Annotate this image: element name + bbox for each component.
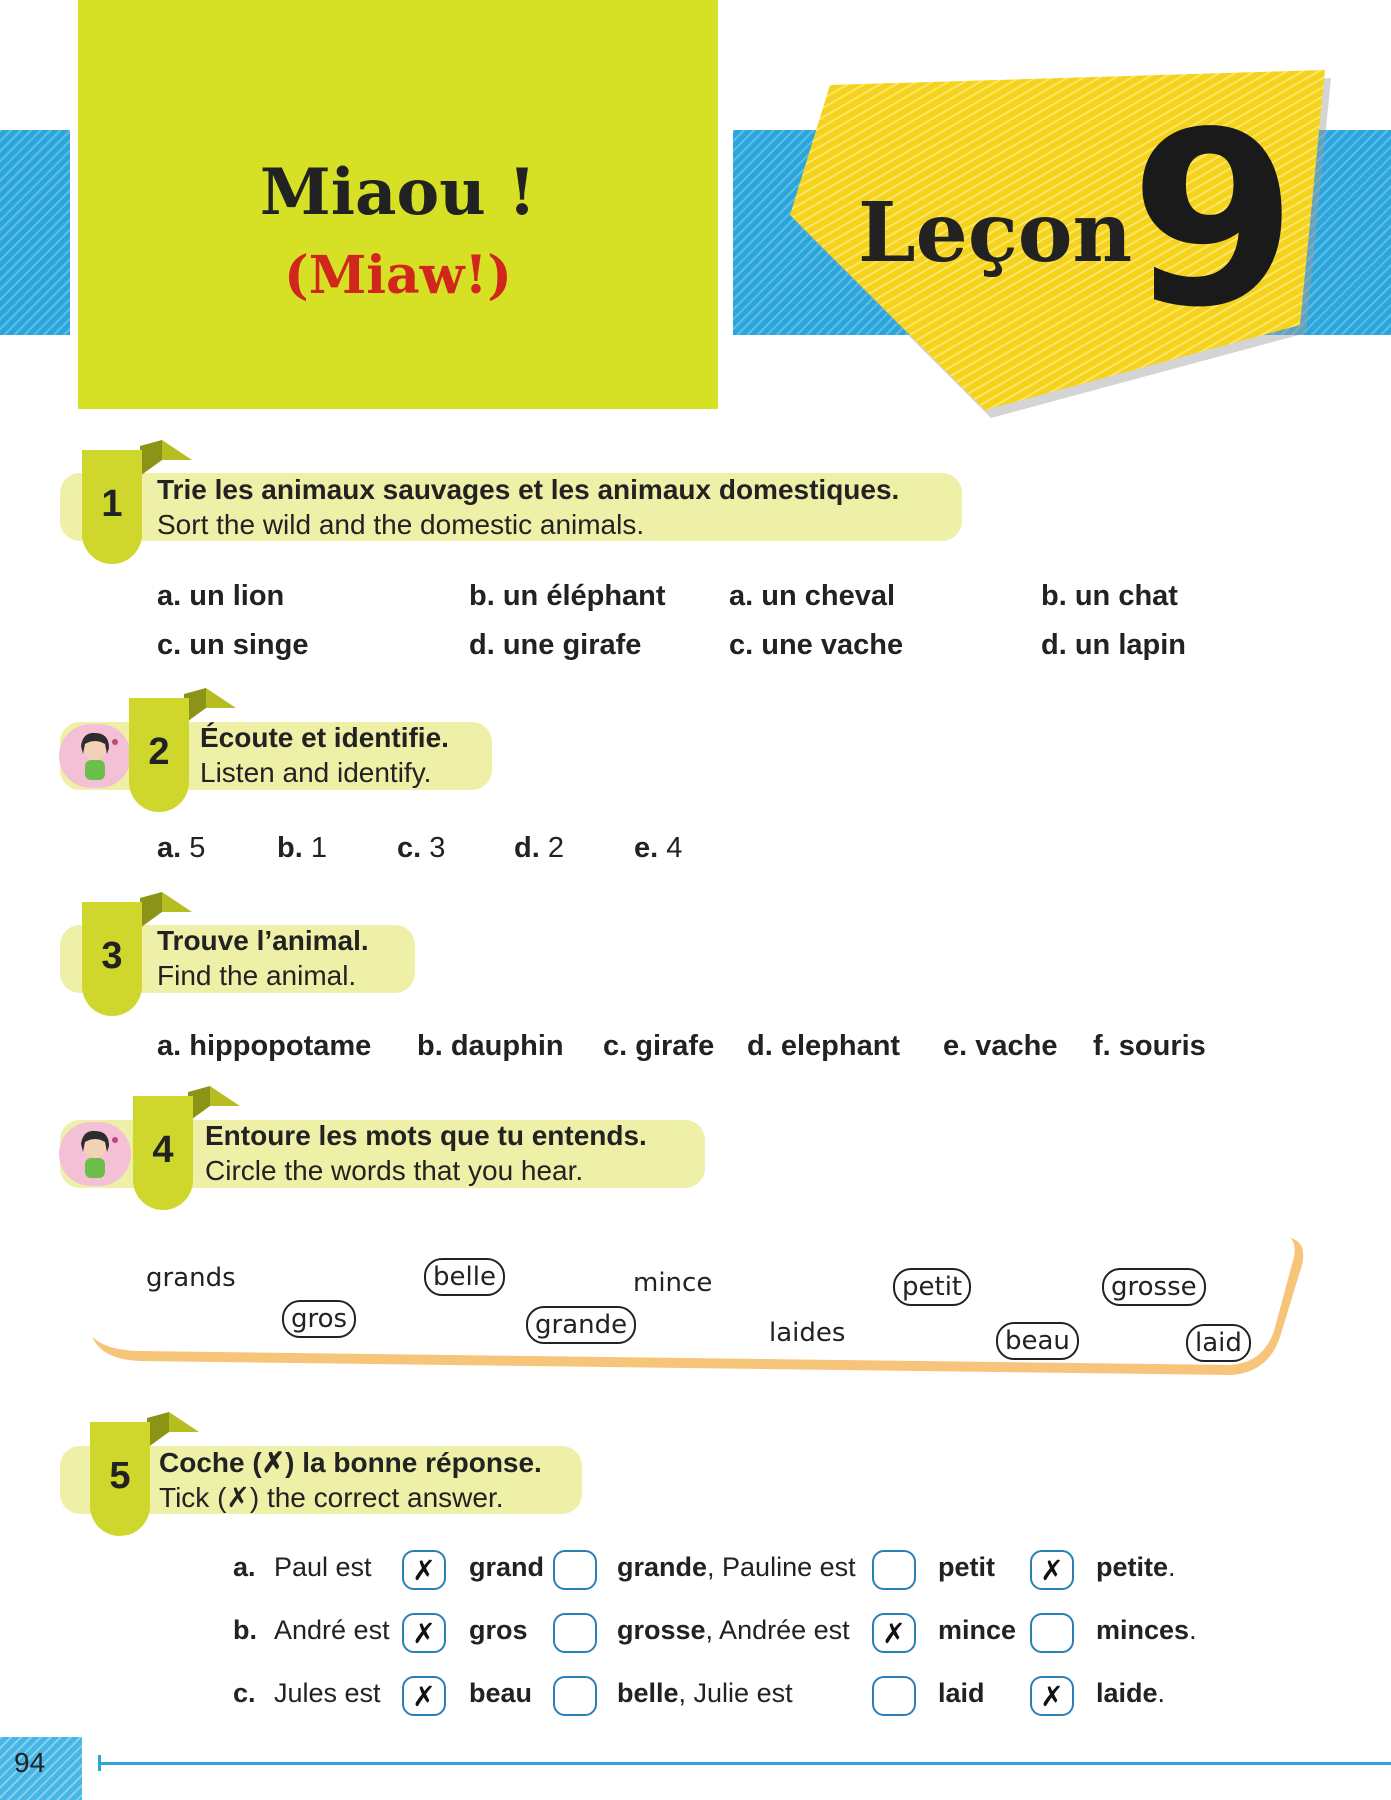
instruction-fr: Trouve l’animal. bbox=[157, 925, 369, 956]
flag-icon bbox=[140, 892, 192, 928]
option-label: gros bbox=[469, 1615, 528, 1645]
checkbox[interactable]: ✗ bbox=[1030, 1676, 1074, 1716]
option-label: grand bbox=[469, 1552, 545, 1582]
list-item: b. un éléphant bbox=[469, 580, 666, 612]
list-item: c. un singe bbox=[157, 629, 309, 661]
word-option-circled[interactable]: grande bbox=[526, 1306, 636, 1344]
instruction-en: Listen and identify. bbox=[200, 757, 432, 788]
list-item: b. 1 bbox=[277, 832, 327, 864]
exercise-number: 1 bbox=[101, 483, 123, 525]
checkbox[interactable]: ✗ bbox=[402, 1613, 446, 1653]
list-item: a. un lion bbox=[157, 580, 285, 612]
option-label: grosse, Andrée est bbox=[617, 1615, 850, 1645]
option-label: mince bbox=[938, 1615, 1017, 1645]
flag-icon bbox=[188, 1086, 240, 1122]
checkbox[interactable]: ✗ bbox=[1030, 1550, 1074, 1590]
option-label: laide. bbox=[1096, 1678, 1166, 1708]
word-option[interactable]: grands bbox=[146, 1263, 236, 1293]
list-item: f. souris bbox=[1093, 1030, 1206, 1062]
checkbox[interactable] bbox=[553, 1550, 597, 1590]
list-item: e. 4 bbox=[634, 832, 683, 864]
list-item: c. une vache bbox=[729, 629, 904, 661]
flag-icon bbox=[184, 688, 236, 724]
word-option[interactable]: laides bbox=[769, 1318, 846, 1348]
list-item: c. girafe bbox=[603, 1030, 715, 1062]
instruction-en: Sort the wild and the domestic animals. bbox=[157, 509, 645, 540]
option-label: beau bbox=[469, 1678, 533, 1708]
lesson-number: 9 bbox=[1130, 80, 1297, 360]
row-subject: Paul est bbox=[274, 1552, 372, 1582]
page-number: 94 bbox=[14, 1747, 46, 1778]
word-option-circled[interactable]: belle bbox=[424, 1258, 505, 1296]
list-item: a. hippopotame bbox=[157, 1030, 372, 1062]
row-subject: Jules est bbox=[274, 1678, 381, 1708]
row-letter: a. bbox=[233, 1552, 256, 1582]
list-item: a. un cheval bbox=[729, 580, 896, 612]
list-item: d. elephant bbox=[747, 1030, 901, 1062]
option-label: laid bbox=[938, 1678, 985, 1708]
exercise-number: 4 bbox=[152, 1129, 174, 1171]
checkbox[interactable]: ✗ bbox=[402, 1676, 446, 1716]
option-label: belle, Julie est bbox=[617, 1678, 793, 1708]
girl-listening-icon bbox=[59, 1122, 131, 1186]
checkbox[interactable]: ✗ bbox=[872, 1613, 916, 1653]
footer-rule bbox=[100, 1762, 1391, 1765]
instruction-en: Circle the words that you hear. bbox=[205, 1155, 584, 1186]
exercise-number: 3 bbox=[101, 935, 123, 977]
row-letter: b. bbox=[233, 1615, 257, 1645]
checkbox[interactable] bbox=[553, 1613, 597, 1653]
exercise-number: 5 bbox=[109, 1455, 131, 1497]
word-option[interactable]: mince bbox=[633, 1268, 713, 1298]
checkbox[interactable] bbox=[872, 1676, 916, 1716]
instruction-en: Tick (✗) the correct answer. bbox=[159, 1482, 504, 1513]
instruction-fr: Entoure les mots que tu entends. bbox=[205, 1120, 647, 1151]
instruction-en: Find the animal. bbox=[157, 960, 357, 991]
checkbox[interactable]: ✗ bbox=[402, 1550, 446, 1590]
checkbox[interactable] bbox=[872, 1550, 916, 1590]
list-item: e. vache bbox=[943, 1030, 1058, 1062]
list-item: c. 3 bbox=[397, 832, 446, 864]
list-item: b. dauphin bbox=[417, 1030, 564, 1062]
option-label: grande, Pauline est bbox=[617, 1552, 856, 1582]
flag-icon bbox=[140, 440, 192, 476]
page-title: Miaou ! bbox=[259, 155, 537, 230]
word-option-circled[interactable]: grosse bbox=[1102, 1268, 1206, 1306]
word-option-circled[interactable]: gros bbox=[282, 1300, 356, 1338]
word-option-circled[interactable]: petit bbox=[893, 1268, 971, 1306]
word-option-circled[interactable]: beau bbox=[996, 1322, 1079, 1360]
list-item: a. 5 bbox=[157, 832, 206, 864]
list-item: d. un lapin bbox=[1041, 629, 1186, 661]
checkbox[interactable] bbox=[1030, 1613, 1074, 1653]
row-subject: André est bbox=[274, 1615, 390, 1645]
row-letter: c. bbox=[233, 1678, 256, 1708]
lesson-word: Leçon bbox=[858, 185, 1133, 281]
flag-icon bbox=[147, 1412, 199, 1448]
instruction-fr: Trie les animaux sauvages et les animaux domestiques. bbox=[157, 474, 900, 505]
list-item: b. un chat bbox=[1041, 580, 1178, 612]
girl-listening-icon bbox=[59, 724, 131, 788]
word-option-circled[interactable]: laid bbox=[1186, 1324, 1251, 1362]
audio-avatar[interactable] bbox=[59, 724, 131, 788]
page-subtitle: (Miaw!) bbox=[284, 245, 512, 306]
audio-avatar[interactable] bbox=[59, 1122, 131, 1186]
instruction-fr: Coche (✗) la bonne réponse. bbox=[159, 1447, 542, 1478]
instruction-fr: Écoute et identifie. bbox=[200, 722, 449, 753]
option-label: petite. bbox=[1096, 1552, 1176, 1582]
list-item: d. 2 bbox=[514, 832, 564, 864]
exercise-number: 2 bbox=[148, 731, 170, 773]
option-label: minces. bbox=[1096, 1615, 1197, 1645]
option-label: petit bbox=[938, 1552, 995, 1582]
checkbox[interactable] bbox=[553, 1676, 597, 1716]
list-item: d. une girafe bbox=[469, 629, 642, 661]
